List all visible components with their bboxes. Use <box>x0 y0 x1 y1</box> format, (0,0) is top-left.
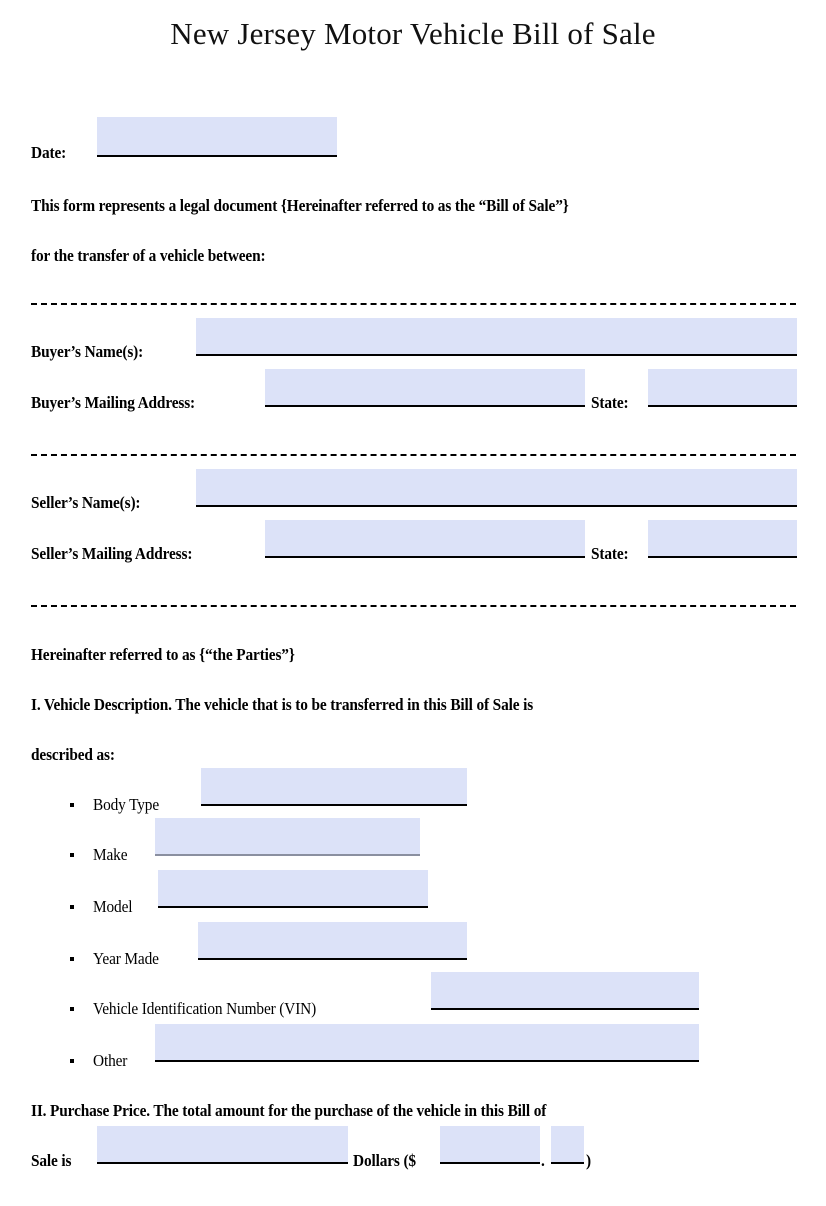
section-one-body-line-2: described as: <box>31 745 115 764</box>
year-made-label: Year Made <box>93 949 159 968</box>
buyer-name-label: Buyer’s Name(s): <box>31 342 144 361</box>
make-rule <box>155 854 420 856</box>
seller-address-rule <box>265 556 585 558</box>
other-input[interactable] <box>155 1024 699 1061</box>
body-type-input[interactable] <box>201 768 467 805</box>
list-bullet-icon <box>70 957 74 961</box>
seller-name-input[interactable] <box>196 469 797 506</box>
buyer-state-rule <box>648 405 797 407</box>
section-one-heading: I. Vehicle Description. <box>31 695 172 714</box>
list-bullet-icon <box>70 1007 74 1011</box>
seller-state-label: State: <box>591 544 629 563</box>
parties-note: Hereinafter referred to as {“the Parties”} <box>31 645 295 664</box>
list-bullet-icon <box>70 905 74 909</box>
section-two-heading: II. Purchase Price. <box>31 1101 150 1120</box>
amount-dollars-input[interactable] <box>440 1126 540 1163</box>
separator-above-buyer <box>31 303 796 305</box>
make-label: Make <box>93 845 128 864</box>
buyer-address-input[interactable] <box>265 369 585 406</box>
buyer-state-label: State: <box>591 393 629 412</box>
buyer-address-rule <box>265 405 585 407</box>
amount-dollars-rule <box>440 1162 540 1164</box>
seller-state-rule <box>648 556 797 558</box>
separator-above-seller <box>31 454 796 456</box>
body-type-label: Body Type <box>93 795 160 814</box>
year-made-rule <box>198 958 467 960</box>
decimal-separator: . <box>541 1151 545 1170</box>
date-rule <box>97 155 337 157</box>
page-title: New Jersey Motor Vehicle Bill of Sale <box>170 16 656 51</box>
close-paren: ) <box>586 1151 591 1170</box>
separator-below-seller <box>31 605 796 607</box>
seller-address-label: Seller’s Mailing Address: <box>31 544 193 563</box>
date-input[interactable] <box>97 117 337 156</box>
dollars-label: Dollars ($ <box>353 1151 416 1170</box>
buyer-name-input[interactable] <box>196 318 797 355</box>
vin-rule <box>431 1008 699 1010</box>
sale-is-label: Sale is <box>31 1151 72 1170</box>
model-input[interactable] <box>158 870 428 907</box>
intro-line-1: This form represents a legal document {Hereinafter referred to as the “Bill of Sale”} <box>31 196 569 215</box>
other-label: Other <box>93 1051 128 1070</box>
intro-line-2: for the transfer of a vehicle between: <box>31 246 266 265</box>
seller-name-label: Seller’s Name(s): <box>31 493 141 512</box>
buyer-state-input[interactable] <box>648 369 797 406</box>
seller-name-rule <box>196 505 797 507</box>
section-one-heading-line <box>31 695 533 715</box>
section-one-body-line-1: The vehicle that is to be transferred in this Bill of Sale is <box>171 695 534 714</box>
amount-words-input[interactable] <box>97 1126 348 1163</box>
amount-cents-input[interactable] <box>551 1126 584 1163</box>
list-bullet-icon <box>70 853 74 857</box>
model-rule <box>158 906 428 908</box>
year-made-input[interactable] <box>198 922 467 959</box>
date-label: Date: <box>31 143 67 162</box>
model-label: Model <box>93 897 133 916</box>
amount-words-rule <box>97 1162 348 1164</box>
list-bullet-icon <box>70 803 74 807</box>
buyer-name-rule <box>196 354 797 356</box>
list-bullet-icon <box>70 1059 74 1063</box>
make-input[interactable] <box>155 818 420 855</box>
amount-cents-rule <box>551 1162 584 1164</box>
section-two-body-line-1: The total amount for the purchase of the vehicle in this Bill of <box>149 1101 547 1120</box>
seller-address-input[interactable] <box>265 520 585 557</box>
vin-label: Vehicle Identification Number (VIN) <box>93 999 317 1018</box>
vin-input[interactable] <box>431 972 699 1009</box>
buyer-address-label: Buyer’s Mailing Address: <box>31 393 196 412</box>
other-rule <box>155 1060 699 1062</box>
body-type-rule <box>201 804 467 806</box>
section-two-heading-line <box>31 1101 546 1121</box>
seller-state-input[interactable] <box>648 520 797 557</box>
